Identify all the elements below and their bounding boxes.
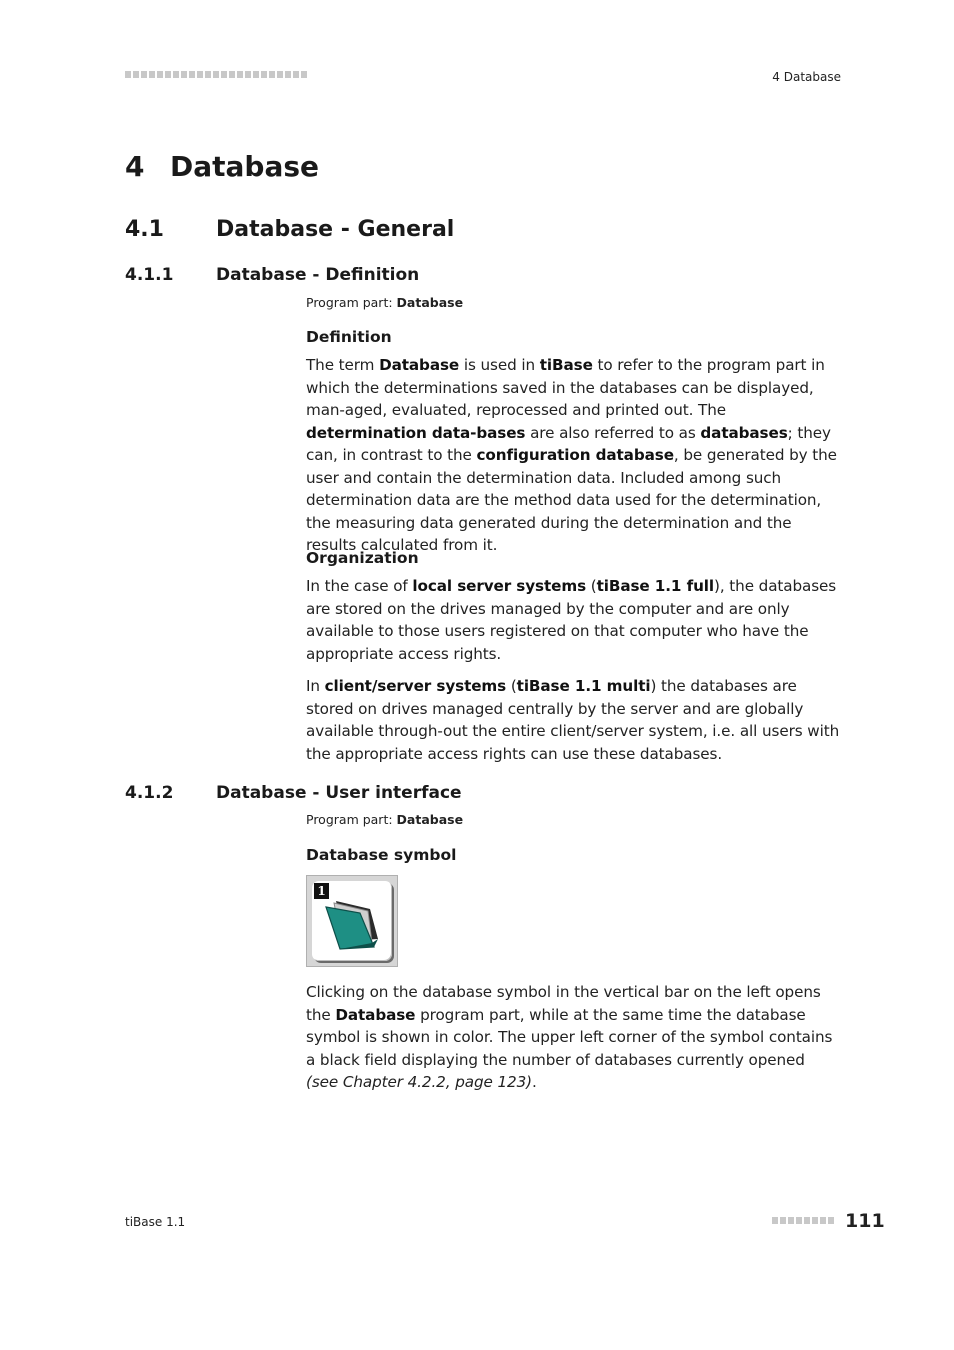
organization-paragraph-2: In client/server systems (tiBase 1.1 multi) the databases are stored on drives managed centrally by the server and are globally available through-out the entire client/server system, i.e. all users with the appropriate access rights can use these databases. bbox=[306, 677, 840, 763]
header-decoration bbox=[125, 71, 307, 80]
database-symbol-paragraph: Clicking on the database symbol in the vertical bar on the left opens the Database program part, while at the same time the database symbol is shown in color. The upper left corner of the symbol contains a black field displaying the number of databases currently opened (see Chapter 4.2.2, page 123). bbox=[306, 983, 833, 1091]
subsection-number: 4.1.2 bbox=[125, 783, 174, 803]
subsection-title bbox=[125, 783, 462, 803]
database-symbol-heading: Database symbol bbox=[306, 846, 457, 864]
program-part-value: Database bbox=[396, 295, 464, 310]
subsection-title-text: Database - User interface bbox=[216, 783, 462, 803]
program-part-label: Program part: bbox=[306, 295, 393, 310]
chapter-number: 4 bbox=[125, 150, 145, 183]
database-symbol-button bbox=[312, 881, 392, 961]
chapter-title bbox=[125, 150, 319, 183]
section-title-text: Database - General bbox=[216, 217, 455, 242]
subsection-number: 4.1.1 bbox=[125, 265, 174, 285]
program-part-value: Database bbox=[396, 812, 464, 827]
organization-heading: Organization bbox=[306, 549, 419, 567]
running-header: 4 Database bbox=[772, 70, 841, 84]
subsection-title-text: Database - Definition bbox=[216, 265, 420, 285]
subsection-title bbox=[125, 265, 419, 285]
program-part bbox=[306, 295, 463, 310]
section-number: 4.1 bbox=[125, 217, 164, 242]
page-number: 111 bbox=[845, 1210, 885, 1232]
chapter-title-text: Database bbox=[170, 150, 320, 183]
definition-paragraph: The term Database is used in tiBase to refer to the program part in which the determinations saved in the databases can be displayed, man-aged, evaluated, reprocessed and printed out. The determination data-bases are also referred to as databases; they can, in contrast to the configuration database, be generated by the user and contain the determination data. Included among such determination data are the method data used for the determination, the measuring data generated during the determination and the results calculated from it. bbox=[306, 356, 837, 554]
program-part-label: Program part: bbox=[306, 812, 393, 827]
footer-product: tiBase 1.1 bbox=[125, 1215, 186, 1229]
section-title bbox=[125, 217, 454, 242]
program-part bbox=[306, 812, 463, 827]
database-symbol-figure bbox=[306, 875, 398, 967]
open-databases-count-badge: 1 bbox=[314, 883, 329, 899]
definition-heading: Definition bbox=[306, 328, 392, 346]
footer-decoration bbox=[772, 1217, 834, 1226]
organization-paragraph-1: In the case of local server systems (tiBase 1.1 full), the databases are stored on the drives managed by the computer and are only available to those users registered on that computer who have the appropriate access rights. bbox=[306, 577, 837, 663]
cross-reference-link[interactable]: (see Chapter 4.2.2, page 123) bbox=[306, 1073, 532, 1091]
